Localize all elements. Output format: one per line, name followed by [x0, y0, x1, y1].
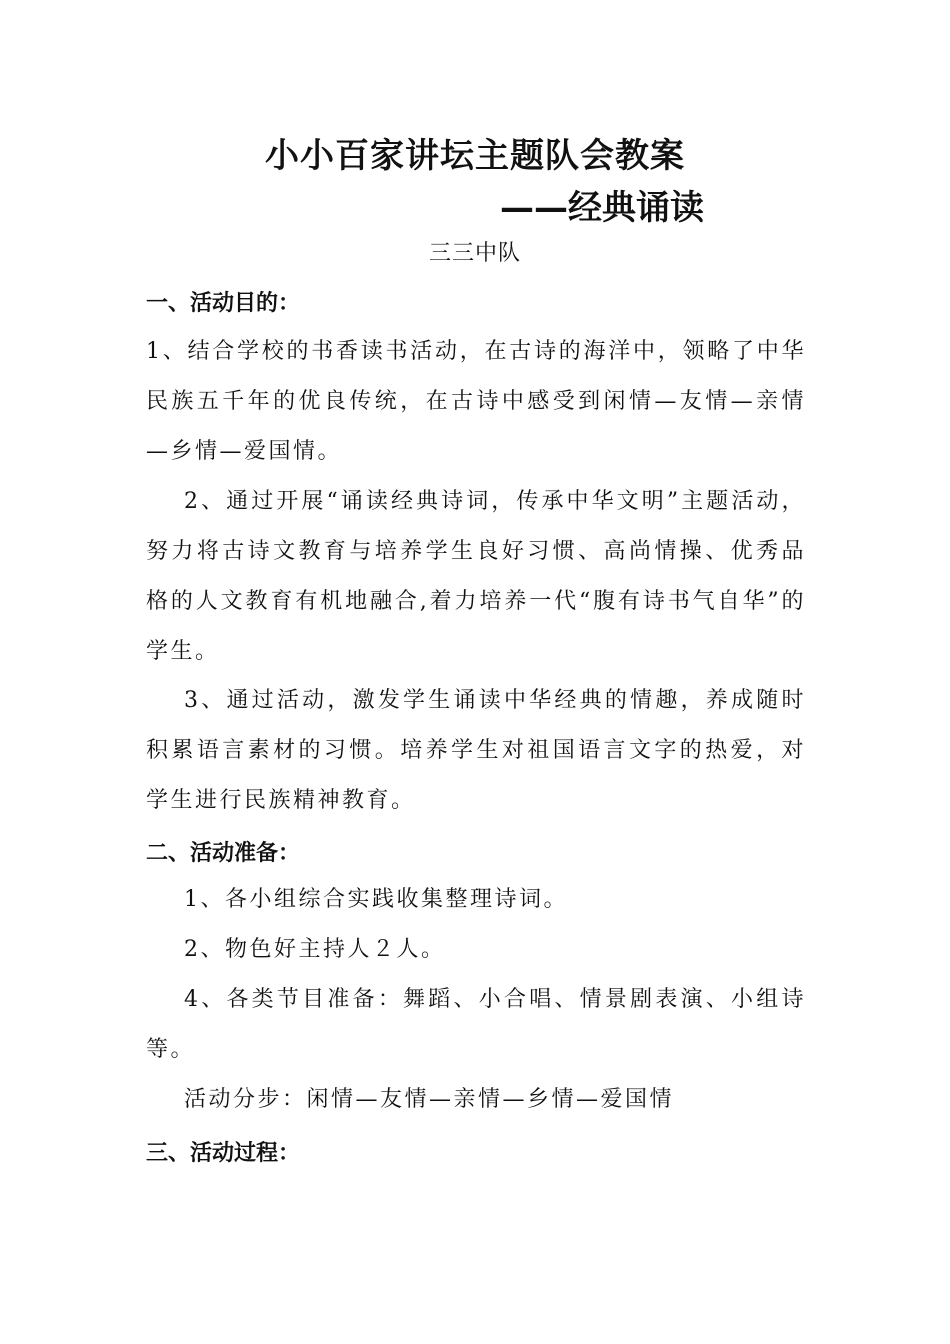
paragraph-preparation-2: 2、物色好主持人２人。 [184, 937, 446, 962]
document-subtitle: ——经典诵读 [500, 188, 704, 228]
paragraph-preparation-1: 1、各小组综合实践收集整理诗词。 [184, 887, 568, 912]
section-heading-preparation: 二、活动准备： [146, 841, 301, 866]
class-name: 三三中队 [428, 241, 521, 266]
paragraph-preparation-4: 活动分步：闲情—友情—亲情—乡情—爱国情 [184, 1087, 675, 1112]
paragraph-purpose-2: 2、通过开展“诵读经典诗词，传承中华文明”主题活动，努力将古诗文教育与培养学生良好习惯、高尚情操、优秀品格的人文教育有机地融合,着力培养一代“腹有诗书气自华”的学生。 [146, 489, 806, 664]
section-heading-process: 三、活动过程： [146, 1141, 301, 1166]
section-heading-purpose: 一、活动目的： [146, 291, 301, 316]
paragraph-purpose-1: 1、结合学校的书香读书活动，在古诗的海洋中，领略了中华民族五千年的优良传统，在古诗中感受到闲情—友情—亲情—乡情—爱国情。 [146, 339, 806, 464]
paragraph-purpose-3: 3、通过活动，激发学生诵读中华经典的情趣，养成随时积累语言素材的习惯。培养学生对祖国语言文字的热爱，对学生进行民族精神教育。 [146, 688, 806, 813]
document-title: 小小百家讲坛主题队会教案 [265, 136, 685, 176]
paragraph-preparation-3: 4、各类节目准备：舞蹈、小合唱、情景剧表演、小组诗等。 [146, 987, 806, 1062]
